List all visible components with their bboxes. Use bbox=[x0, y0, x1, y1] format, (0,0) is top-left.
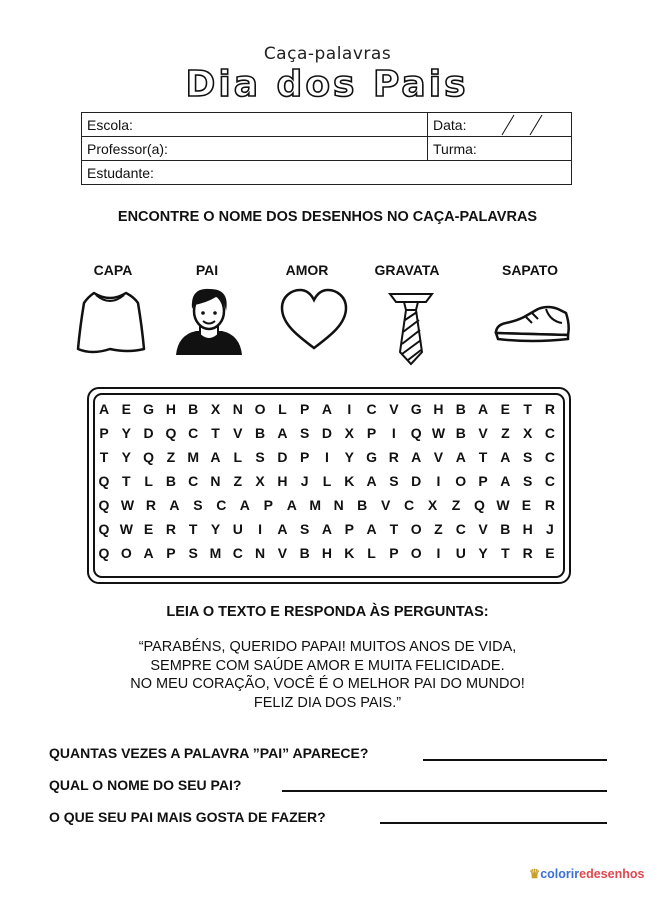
grid-letter[interactable]: V bbox=[277, 545, 288, 561]
grid-letter[interactable]: A bbox=[239, 497, 250, 513]
grid-letter[interactable]: X bbox=[427, 497, 438, 513]
grid-letter[interactable]: M bbox=[187, 449, 200, 465]
grid-letter[interactable]: R bbox=[145, 497, 156, 513]
grid-letter[interactable]: B bbox=[500, 521, 511, 537]
grid-letter[interactable]: P bbox=[344, 521, 354, 537]
grid-letter[interactable]: V bbox=[233, 425, 243, 441]
grid-letter[interactable]: Z bbox=[166, 449, 176, 465]
grid-letter[interactable]: H bbox=[277, 473, 288, 489]
answer-line-3[interactable] bbox=[380, 822, 607, 824]
grid-letter[interactable]: X bbox=[522, 425, 533, 441]
grid-letter[interactable]: N bbox=[232, 401, 243, 417]
grid-letter[interactable]: C bbox=[544, 449, 555, 465]
word-label-pai: PAI bbox=[195, 262, 219, 278]
grid-letter[interactable]: W bbox=[119, 521, 133, 537]
grid-letter[interactable]: W bbox=[496, 497, 510, 513]
grid-letter[interactable]: D bbox=[143, 425, 154, 441]
grid-letter[interactable]: O bbox=[120, 545, 132, 561]
grid-letter[interactable]: T bbox=[389, 521, 399, 537]
grid-row bbox=[93, 545, 561, 569]
grid-letter[interactable]: G bbox=[143, 401, 155, 417]
grid-letter[interactable]: Z bbox=[434, 521, 443, 537]
grid-letter[interactable]: A bbox=[366, 521, 377, 537]
grid-letter[interactable]: A bbox=[321, 401, 333, 417]
site-logo bbox=[529, 866, 644, 881]
grid-letter[interactable]: S bbox=[188, 545, 198, 561]
grid-letter[interactable]: B bbox=[357, 497, 368, 513]
grid-letter[interactable]: R bbox=[544, 497, 555, 513]
grid-letter[interactable]: S bbox=[389, 473, 399, 489]
grid-letter[interactable]: Z bbox=[233, 473, 243, 489]
grid-letter[interactable]: G bbox=[366, 449, 377, 465]
grid-letter[interactable]: T bbox=[478, 449, 488, 465]
grid-letter[interactable]: X bbox=[255, 473, 265, 489]
grid-letter[interactable]: N bbox=[333, 497, 344, 513]
grid-letter[interactable]: C bbox=[366, 401, 377, 417]
teacher-field[interactable] bbox=[82, 137, 428, 161]
grid-letter[interactable]: V bbox=[478, 425, 488, 441]
grid-letter[interactable]: Y bbox=[121, 425, 131, 441]
grid-letter[interactable]: C bbox=[188, 473, 199, 489]
grid-letter[interactable]: Y bbox=[344, 449, 354, 465]
worksheet-subtitle: Caça-palavras bbox=[263, 44, 392, 64]
grid-letter[interactable]: Q bbox=[474, 497, 485, 513]
logo-crown-icon: ♛ bbox=[529, 867, 541, 881]
grid-letter[interactable]: B bbox=[188, 401, 199, 417]
title-text: Dia dos Pais bbox=[185, 64, 469, 105]
grid-letter[interactable]: A bbox=[277, 521, 288, 537]
grid-letter[interactable]: P bbox=[300, 401, 310, 417]
grid-letter[interactable]: C bbox=[232, 545, 243, 561]
grid-letter[interactable]: S bbox=[522, 449, 533, 465]
grid-letter[interactable]: N bbox=[210, 473, 221, 489]
grid-letter[interactable]: T bbox=[211, 425, 220, 441]
class-field[interactable] bbox=[428, 137, 572, 161]
grid-letter[interactable]: X bbox=[210, 401, 221, 417]
date-field[interactable] bbox=[428, 113, 572, 137]
grid-letter[interactable]: P bbox=[478, 473, 488, 489]
grid-letter[interactable]: S bbox=[300, 521, 310, 537]
grid-letter[interactable]: H bbox=[321, 545, 333, 561]
grid-letter[interactable]: W bbox=[120, 497, 135, 513]
word-label-sapato: SAPATO bbox=[501, 262, 558, 278]
grid-letter[interactable]: A bbox=[500, 449, 511, 465]
grid-letter[interactable]: V bbox=[478, 521, 488, 537]
teacher-label: Professor(a): bbox=[87, 140, 168, 157]
grid-letter[interactable]: P bbox=[300, 449, 310, 465]
grid-letter[interactable]: W bbox=[431, 425, 446, 441]
grid-letter[interactable]: L bbox=[322, 473, 332, 489]
grid-letter[interactable]: Q bbox=[98, 521, 110, 537]
passage-line: SEMPRE COM SAÚDE AMOR E MUITA FELICIDADE. bbox=[150, 657, 505, 674]
shoe-icon bbox=[492, 303, 572, 347]
grid-letter[interactable]: A bbox=[286, 497, 297, 513]
grid-letter[interactable]: Q bbox=[410, 425, 422, 441]
grid-letter[interactable]: T bbox=[188, 521, 198, 537]
grid-letter[interactable]: I bbox=[391, 425, 396, 441]
word-label-capa: CAPA bbox=[93, 262, 133, 278]
grid-letter[interactable]: Q bbox=[98, 545, 110, 561]
grid-letter[interactable]: P bbox=[99, 425, 109, 441]
grid-letter[interactable]: S bbox=[193, 497, 203, 513]
grid-letter[interactable]: H bbox=[522, 521, 533, 537]
logo-part-2: edesenhos bbox=[579, 867, 645, 881]
word-label-amor: AMOR bbox=[285, 262, 329, 278]
grid-letter[interactable]: C bbox=[544, 473, 555, 489]
grid-letter[interactable]: C bbox=[544, 425, 555, 441]
grid-letter[interactable]: L bbox=[233, 449, 243, 465]
school-field[interactable] bbox=[82, 113, 428, 137]
grid-letter[interactable]: O bbox=[410, 545, 422, 561]
cape-icon bbox=[74, 283, 146, 359]
passage-line: “PARABÉNS, QUERIDO PAPAI! MUITOS ANOS DE VIDA, bbox=[138, 639, 517, 655]
grid-letter[interactable]: B bbox=[455, 401, 466, 417]
grid-letter[interactable]: O bbox=[254, 401, 266, 417]
answer-line-2[interactable] bbox=[282, 790, 607, 792]
grid-row bbox=[93, 401, 561, 425]
student-label: Estudante: bbox=[87, 164, 154, 181]
grid-row bbox=[93, 473, 561, 497]
grid-letter[interactable]: M bbox=[309, 497, 322, 513]
grid-letter[interactable]: J bbox=[300, 473, 309, 489]
grid-letter[interactable]: C bbox=[404, 497, 415, 513]
grid-letter[interactable]: I bbox=[436, 473, 441, 489]
grid-letter[interactable]: T bbox=[122, 473, 131, 489]
grid-letter[interactable]: A bbox=[321, 521, 333, 537]
grid-letter[interactable]: V bbox=[433, 449, 444, 465]
grid-letter[interactable]: D bbox=[277, 449, 288, 465]
grid-letter[interactable]: B bbox=[299, 545, 310, 561]
grid-letter[interactable]: L bbox=[367, 545, 376, 561]
grid-letter[interactable]: X bbox=[344, 425, 354, 441]
grid-letter[interactable]: V bbox=[389, 401, 399, 417]
student-info-table bbox=[81, 112, 572, 185]
grid-letter[interactable]: D bbox=[321, 425, 333, 441]
grid-letter[interactable]: T bbox=[99, 449, 109, 465]
school-label: Escola: bbox=[87, 116, 133, 133]
answer-line-1[interactable] bbox=[423, 759, 607, 761]
logo-part-1: colorir bbox=[540, 867, 580, 881]
grid-letter[interactable]: I bbox=[436, 545, 441, 561]
grid-letter[interactable]: Y bbox=[210, 521, 221, 537]
grid-letter[interactable]: B bbox=[255, 425, 266, 441]
grid-letter[interactable]: V bbox=[380, 497, 391, 513]
grid-letter[interactable]: S bbox=[300, 425, 310, 441]
grid-letter[interactable]: A bbox=[143, 545, 154, 561]
grid-letter[interactable]: S bbox=[255, 449, 265, 465]
grid-letter[interactable]: P bbox=[263, 497, 273, 513]
grid-letter[interactable]: P bbox=[166, 545, 176, 561]
passage-line: FELIZ DIA DOS PAIS.” bbox=[253, 694, 402, 711]
grid-letter[interactable]: Z bbox=[451, 497, 461, 513]
grid-letter[interactable]: Q bbox=[98, 497, 110, 513]
grid-letter[interactable]: R bbox=[544, 401, 555, 417]
word-label-gravata: GRAVATA bbox=[374, 262, 440, 278]
grid-letter[interactable]: E bbox=[121, 401, 131, 417]
grid-letter[interactable]: E bbox=[500, 401, 511, 417]
grid-letter[interactable]: D bbox=[411, 473, 422, 489]
grid-letter[interactable]: E bbox=[521, 497, 532, 513]
grid-letter[interactable]: U bbox=[455, 545, 466, 561]
grid-row bbox=[93, 521, 561, 545]
grid-letter[interactable]: R bbox=[388, 449, 399, 465]
grid-letter[interactable]: T bbox=[523, 401, 532, 417]
grid-letter[interactable]: I bbox=[347, 401, 352, 417]
grid-letter[interactable]: G bbox=[410, 401, 422, 417]
grid-letter[interactable]: E bbox=[143, 521, 154, 537]
grid-row bbox=[93, 449, 561, 473]
grid-letter[interactable]: U bbox=[232, 521, 243, 537]
student-field[interactable] bbox=[82, 161, 572, 185]
tie-icon bbox=[386, 288, 436, 366]
date-label: Data: bbox=[433, 116, 467, 133]
grid-letter[interactable]: Y bbox=[121, 449, 131, 465]
grid-letter[interactable]: A bbox=[169, 497, 180, 513]
grid-letter[interactable]: K bbox=[344, 473, 355, 489]
grid-letter[interactable]: C bbox=[455, 521, 466, 537]
instruction-find-words: ENCONTRE O NOME DOS DESENHOS NO CAÇA-PALAVRAS bbox=[117, 209, 538, 225]
grid-letter[interactable]: E bbox=[545, 545, 555, 561]
grid-letter[interactable]: Z bbox=[501, 425, 510, 441]
grid-letter[interactable]: O bbox=[410, 521, 422, 537]
date-slashes-icon bbox=[490, 113, 570, 137]
grid-letter[interactable]: L bbox=[278, 401, 287, 417]
grid-letter[interactable]: H bbox=[433, 401, 444, 417]
grid-letter[interactable]: R bbox=[165, 521, 176, 537]
grid-letter[interactable]: H bbox=[165, 401, 176, 417]
grid-letter[interactable]: Q bbox=[98, 473, 110, 489]
grid-letter[interactable]: A bbox=[210, 449, 221, 465]
grid-letter[interactable]: A bbox=[500, 473, 511, 489]
grid-letter[interactable]: Q bbox=[143, 449, 155, 465]
grid-letter[interactable]: N bbox=[255, 545, 266, 561]
grid-letter[interactable]: A bbox=[277, 425, 288, 441]
grid-letter[interactable]: A bbox=[477, 401, 489, 417]
question-3: O QUE SEU PAI MAIS GOSTA DE FAZER? bbox=[49, 809, 326, 825]
grid-letter[interactable]: P bbox=[389, 545, 399, 561]
heart-icon bbox=[278, 286, 350, 354]
grid-letter[interactable]: B bbox=[165, 473, 176, 489]
grid-letter[interactable]: S bbox=[522, 473, 533, 489]
grid-letter[interactable]: A bbox=[366, 473, 377, 489]
grid-letter[interactable]: Q bbox=[165, 425, 177, 441]
grid-letter[interactable]: L bbox=[144, 473, 153, 489]
grid-letter[interactable]: I bbox=[325, 449, 329, 465]
question-2: QUAL O NOME DO SEU PAI? bbox=[49, 777, 242, 793]
worksheet-title bbox=[0, 62, 655, 106]
grid-letter[interactable]: K bbox=[344, 545, 355, 561]
grid-letter[interactable]: C bbox=[188, 425, 199, 441]
passage-line: NO MEU CORAÇÃO, VOCÊ É O MELHOR PAI DO MUNDO! bbox=[130, 676, 525, 692]
grid-letter[interactable]: A bbox=[98, 401, 110, 417]
grid-letter[interactable]: P bbox=[366, 425, 377, 441]
grid-letter[interactable]: Y bbox=[478, 545, 488, 561]
grid-letter[interactable]: A bbox=[455, 449, 466, 465]
grid-letter[interactable]: A bbox=[411, 449, 422, 465]
class-label: Turma: bbox=[433, 140, 477, 157]
question-1: QUANTAS VEZES A PALAVRA ”PAI” APARECE? bbox=[49, 745, 369, 761]
grid-letter[interactable]: M bbox=[209, 545, 222, 561]
grid-letter[interactable]: R bbox=[522, 545, 533, 561]
instruction-read-text: LEIA O TEXTO E RESPONDA ÀS PERGUNTAS: bbox=[166, 604, 489, 620]
grid-letter[interactable]: B bbox=[455, 425, 466, 441]
grid-letter[interactable]: C bbox=[216, 497, 227, 513]
father-icon bbox=[172, 283, 246, 357]
grid-letter[interactable]: T bbox=[501, 545, 510, 561]
grid-row bbox=[93, 497, 561, 521]
grid-row bbox=[93, 425, 561, 449]
grid-letter[interactable]: I bbox=[258, 521, 263, 537]
grid-letter[interactable]: J bbox=[546, 521, 554, 537]
grid-letter[interactable]: O bbox=[455, 473, 467, 489]
passage bbox=[0, 638, 655, 712]
